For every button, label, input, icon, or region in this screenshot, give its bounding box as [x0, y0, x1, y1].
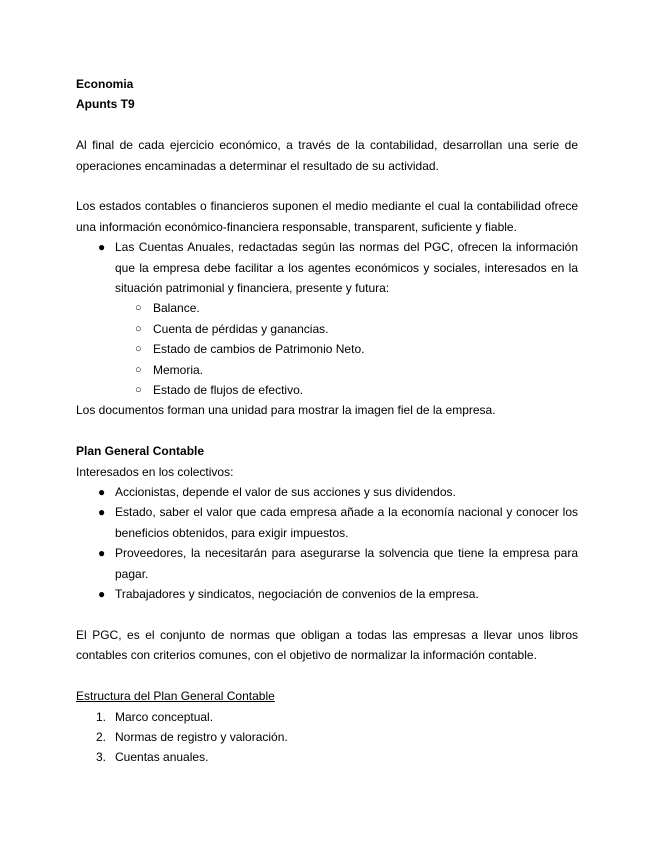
list-item-text: Marco conceptual.	[115, 709, 214, 724]
bullet-icon: ●	[98, 485, 106, 500]
subject-heading: Economia	[76, 77, 134, 91]
list-item	[76, 543, 578, 584]
spacer	[76, 605, 578, 625]
intro-paragraph: Al final de cada ejercicio económico, a través de la contabilidad, desarrollan una serie de operaciones encaminadas a determinar el resultado de su actividad.	[76, 138, 578, 173]
list-item-text: Las Cuentas Anuales, redactadas según las normas del PGC, ofrecen la información que la empresa debe facilitar a los agentes económicos y sociales, interesados en la situación patrimonial y financiera, presente y futura:	[115, 240, 578, 296]
estructura-list	[76, 707, 578, 768]
list-number: 2.	[96, 729, 107, 744]
spacer	[76, 421, 578, 441]
list-item-text: Estado, saber el valor que cada empresa añade a la economía nacional y conocer los beneficios obtenidos, para exigir impuestos.	[115, 505, 578, 540]
list-item-text: Estado de flujos de efectivo.	[153, 383, 304, 398]
list-item	[76, 339, 578, 359]
cuentas-anuales-sublist	[76, 298, 578, 400]
list-item-text: Normas de registro y valoración.	[115, 729, 288, 744]
spacer	[76, 666, 578, 686]
list-item	[76, 502, 578, 543]
bullet-icon: ●	[98, 587, 106, 602]
plan-lead: Interesados en los colectivos:	[76, 464, 234, 479]
circle-bullet-icon: ○	[135, 363, 142, 376]
circle-bullet-icon: ○	[135, 322, 142, 335]
list-item	[76, 482, 578, 502]
list-item	[76, 298, 578, 318]
pgc-paragraph: El PGC, es el conjunto de normas que obligan a todas las empresas a llevar unos libros contables con criterios comunes, con el objetivo de normalizar la información contable.	[76, 627, 578, 663]
list-item-text: Memoria.	[153, 362, 204, 377]
list-number: 1.	[96, 709, 107, 724]
spacer	[76, 176, 578, 196]
list-item-text: Proveedores, la necesitarán para asegurarse la solvencia que tiene la empresa para pagar.	[115, 546, 578, 581]
document-body	[76, 74, 578, 768]
cuentas-anuales-list	[76, 237, 578, 298]
circle-bullet-icon: ○	[135, 302, 142, 315]
list-item-text: Balance.	[153, 301, 200, 316]
list-item	[76, 319, 578, 339]
circle-bullet-icon: ○	[135, 384, 142, 397]
spacer	[76, 115, 578, 135]
list-item	[76, 237, 578, 298]
list-item-text: Accionistas, depende el valor de sus acciones y sus dividendos.	[115, 485, 456, 500]
estructura-heading: Estructura del Plan General Contable	[76, 689, 275, 704]
circle-bullet-icon: ○	[135, 343, 142, 356]
bullet-icon: ●	[98, 546, 106, 561]
list-item-text: Cuenta de pérdidas y ganancias.	[153, 321, 329, 336]
list-item-text: Trabajadores y sindicatos, negociación de convenios de la empresa.	[115, 587, 479, 602]
list-number: 3.	[96, 750, 107, 765]
list-item	[76, 360, 578, 380]
colectivos-list	[76, 482, 578, 604]
list-item	[76, 707, 578, 727]
estados-closing: Los documentos forman una unidad para mostrar la imagen fiel de la empresa.	[76, 403, 496, 418]
plan-heading: Plan General Contable	[76, 444, 205, 459]
list-item-text: Estado de cambios de Patrimonio Neto.	[153, 342, 365, 357]
list-item	[76, 584, 578, 604]
unit-heading: Apunts T9	[76, 97, 135, 112]
estados-paragraph: Los estados contables o financieros suponen el medio mediante el cual la contabilidad ofrece una información económico-financiera responsable, transparent, suficiente y fiable.	[76, 199, 578, 234]
list-item-text: Cuentas anuales.	[115, 750, 209, 765]
list-item	[76, 380, 578, 400]
bullet-icon: ●	[98, 240, 106, 255]
list-item	[76, 747, 578, 767]
list-item	[76, 727, 578, 747]
bullet-icon: ●	[98, 505, 106, 520]
